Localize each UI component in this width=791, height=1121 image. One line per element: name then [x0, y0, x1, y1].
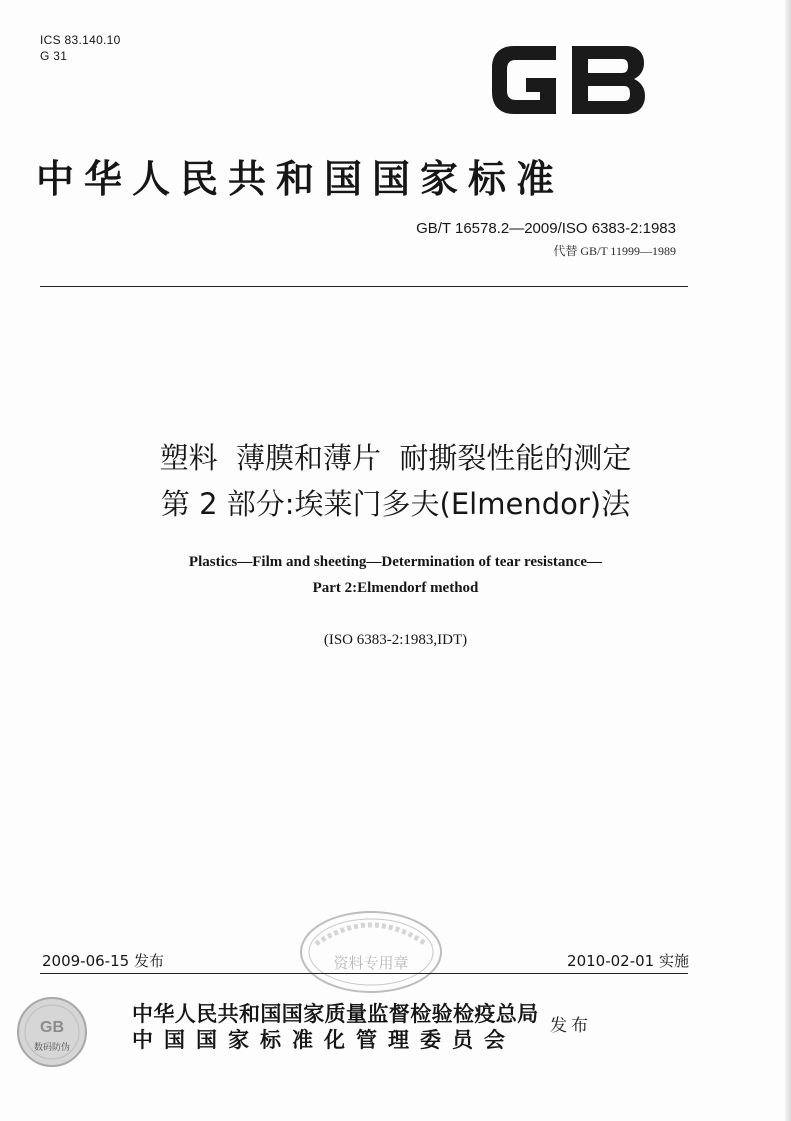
issue-date: 2009-06-15 发布 — [42, 952, 164, 970]
english-title-line-1: Plastics—Film and sheeting—Determination of tear resistance— — [188, 554, 603, 570]
replaces-note: 代替 GB/T 11999—1989 — [553, 244, 676, 258]
english-title-line-2: Part 2:Elmendorf method — [312, 580, 479, 596]
classification-codes — [40, 32, 121, 64]
ccs-code: G 31 — [40, 49, 68, 63]
issuer-line-2: 中国国家标准化管理委员会 — [132, 1028, 516, 1052]
standard-number: GB/T 16578.2—2009/ISO 6383-2:1983 — [416, 220, 676, 237]
issuer-line-1: 中华人民共和国国家质量监督检验检疫总局 — [132, 1002, 539, 1026]
implementation-date: 2010-02-01 实施 — [567, 952, 689, 970]
reference-stamp — [296, 904, 446, 996]
anti-fake-text: 数码防伪 — [33, 1043, 71, 1053]
top-divider — [40, 286, 688, 287]
svg-text:GB: GB — [40, 1019, 64, 1036]
chinese-title-line-1: 塑料 薄膜和薄片 耐撕裂性能的测定 — [159, 441, 632, 475]
anti-counterfeit-seal — [16, 996, 88, 1068]
gb-logo — [486, 40, 650, 120]
bottom-divider — [40, 973, 688, 974]
publish-label: 发布 — [550, 1016, 592, 1036]
chinese-title-line-2: 第 2 部分:埃莱门多夫(Elmendor)法 — [160, 487, 631, 521]
iso-equivalence: (ISO 6383-2:1983,IDT) — [323, 632, 468, 648]
stamp-text: 资料专用章 — [333, 954, 409, 972]
ics-code: ICS 83.140.10 — [40, 33, 121, 47]
national-standard-title: 中华人民共和国国家标准 — [36, 157, 565, 201]
